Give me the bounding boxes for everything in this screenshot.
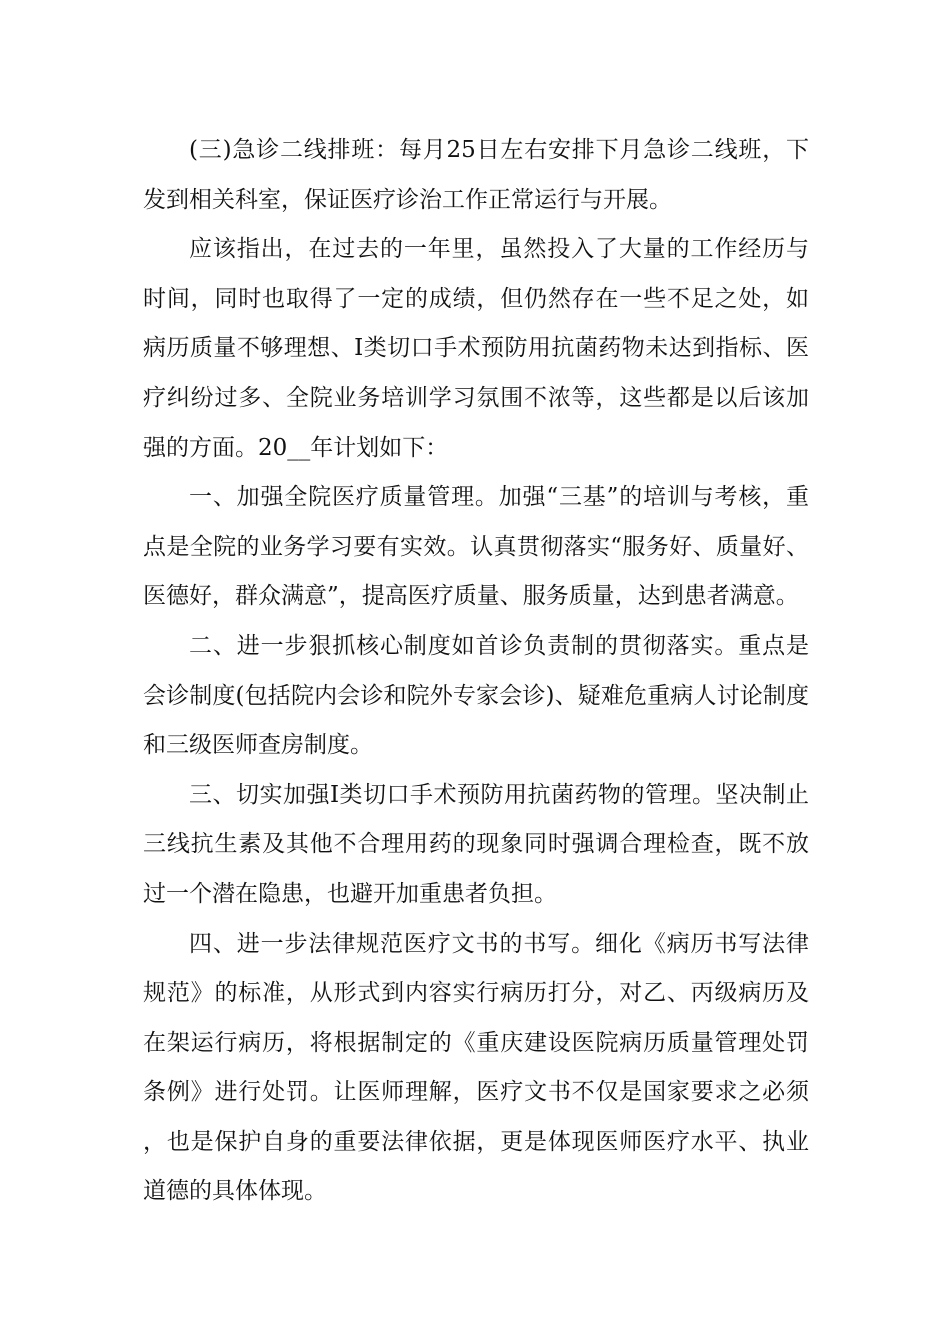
paragraph-shortcomings: 应该指出，在过去的一年里，虽然投入了大量的工作经历与时间，同时也取得了一定的成绩，但仍然存在一些不足之处，如病历质量不够理想、I类切口手术预防用抗菌药物未达到指标、医疗纠纷过多、全院业务培训学习氛围不浓等，这些都是以后该加强的方面。20__年计划如下： — [143, 236, 809, 461]
paragraph-plan-item-4: 四、进一步法律规范医疗文书的书写。细化《病历书写法律规范》的标准，从形式到内容实行病历打分，对乙、丙级病历及在架运行病历，将根据制定的《重庆建设医院病历质量管理处罚条例》进行处罚。让医师理解，医疗文书不仅是国家要求之必须，也是保护自身的重要法律依据，更是体现医师医疗水平、执业道德的具体体现。 — [143, 930, 809, 1205]
document-body — [143, 126, 809, 1217]
paragraph-plan-item-2: 二、进一步狠抓核心制度如首诊负责制的贯彻落实。重点是会诊制度(包括院内会诊和院外专家会诊)、疑难危重病人讨论制度和三级医师查房制度。 — [143, 632, 809, 759]
paragraph-plan-item-1: 一、加强全院医疗质量管理。加强“三基”的培训与考核，重点是全院的业务学习要有实效。认真贯彻落实“服务好、质量好、医德好，群众满意”，提高医疗质量、服务质量，达到患者满意。 — [143, 484, 809, 610]
paragraph-emergency-schedule: (三)急诊二线排班：每月25日左右安排下月急诊二线班，下发到相关科室，保证医疗诊治工作正常运行与开展。 — [143, 137, 809, 213]
paragraph-plan-item-3: 三、切实加强I类切口手术预防用抗菌药物的管理。坚决制止三线抗生素及其他不合理用药的现象同时强调合理检查，既不放过一个潜在隐患，也避开加重患者负担。 — [143, 781, 809, 907]
